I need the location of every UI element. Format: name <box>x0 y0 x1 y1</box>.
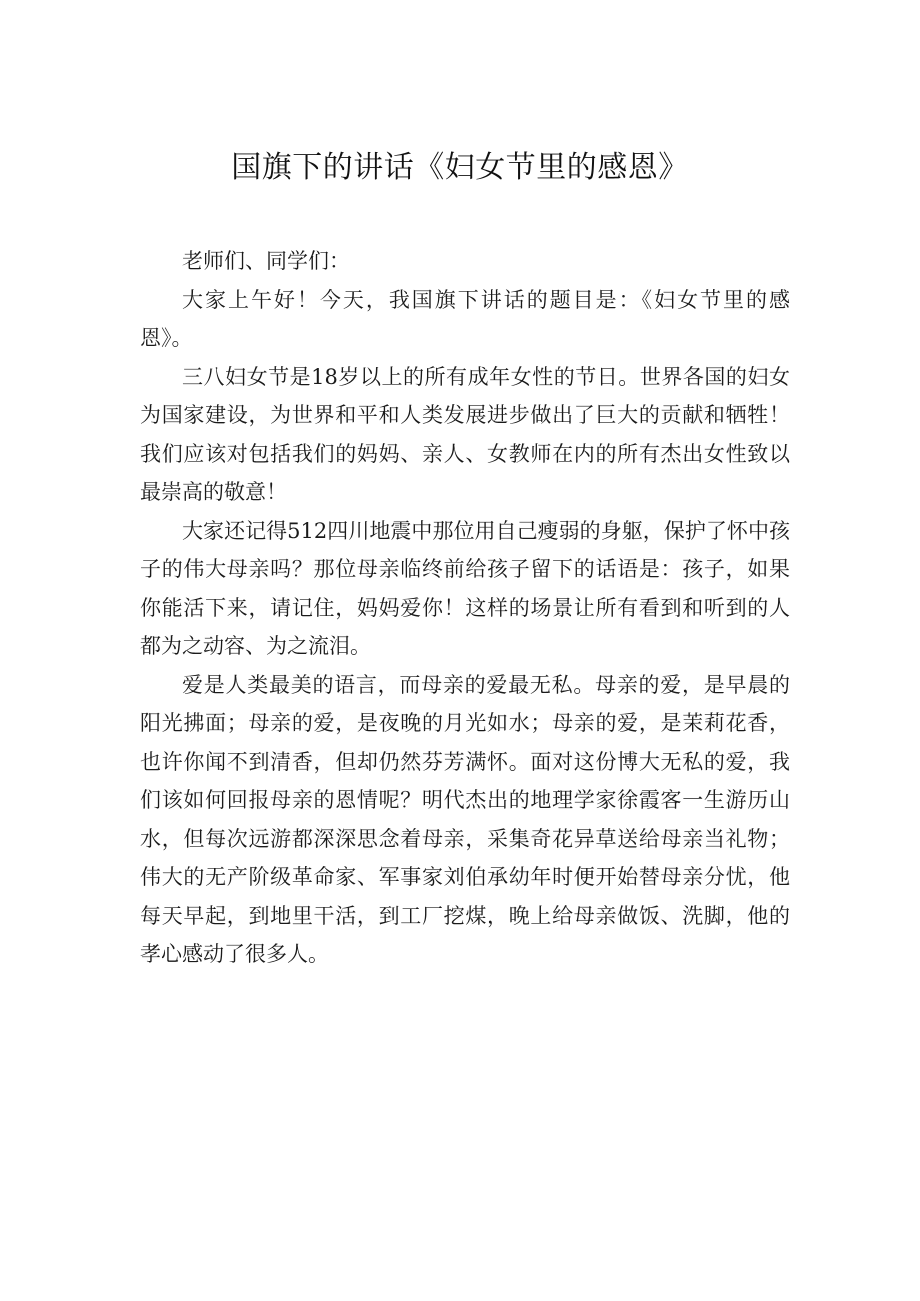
paragraph-salutation: 老师们、同学们： <box>182 249 350 273</box>
paragraph-womens-day: 三八妇女节是18岁以上的所有成年女性的节日。世界各国的妇女为国家建设，为世界和平和人类发展进步做出了巨大的贡献和牺牲！我们应该对包括我们的妈妈、亲人、女教师在内的所有杰出女性致以最崇高的敬意！ <box>140 364 790 504</box>
paragraph-greeting: 大家上午好！今天，我国旗下讲话的题目是：《妇女节里的感恩》。 <box>140 287 790 350</box>
paragraph-earthquake-mother: 大家还记得512四川地震中那位用自己瘦弱的身躯，保护了怀中孩子的伟大母亲吗？那位母亲临终前给孩子留下的话语是：孩子，如果你能活下来，请记住，妈妈爱你！这样的场景让所有看到和听到的人都为之动容、为之流泪。 <box>140 518 790 658</box>
document-title: 国旗下的讲话《妇女节里的感恩》 <box>231 150 689 185</box>
paragraph-mothers-love: 爱是人类最美的语言，而母亲的爱最无私。母亲的爱，是早晨的阳光拂面；母亲的爱，是夜晚的月光如水；母亲的爱，是茉莉花香，也许你闻不到清香，但却仍然芬芳满怀。面对这份博大无私的爱，我们该如何回报母亲的恩情呢？明代杰出的地理学家徐霞客一生游历山水，但每次远游都深深思念着母亲，采集奇花异草送给母亲当礼物；伟大的无产阶级革命家、军事家刘伯承幼年时便开始替母亲分忧，他每天早起，到地里干活，到工厂挖煤，晚上给母亲做饭、洗脚，他的孝心感动了很多人。 <box>140 672 790 966</box>
document-body <box>140 242 790 974</box>
